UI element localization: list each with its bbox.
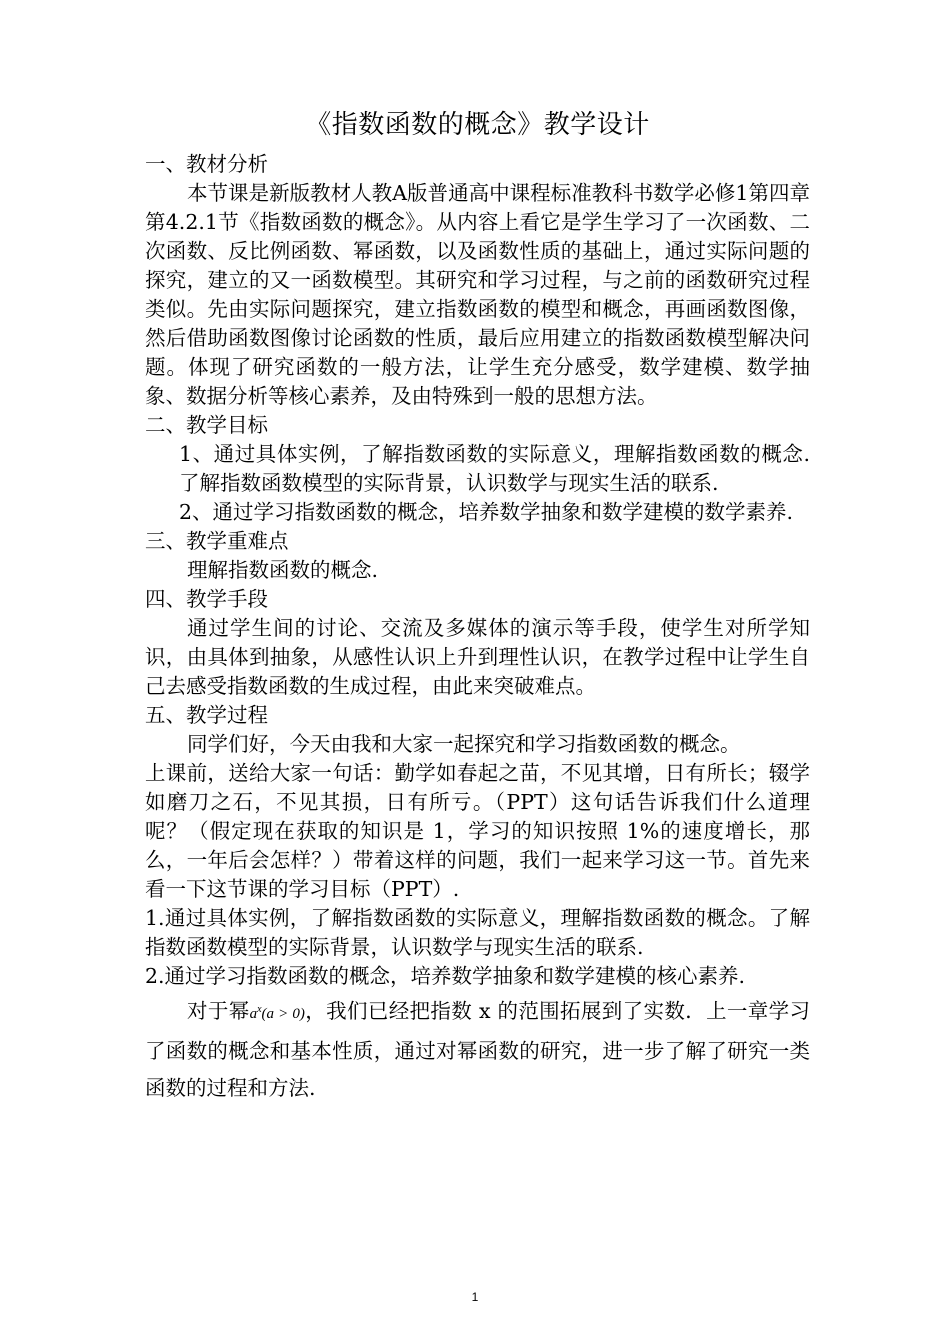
section-heading-key-points: 三、教学重难点 <box>145 529 289 553</box>
document-page <box>145 104 810 1107</box>
power-paragraph-lead: 对于幂 <box>187 999 250 1023</box>
section-heading-textbook-analysis: 一、教材分析 <box>145 152 268 176</box>
learning-goal-1: 1.通过具体实例，了解指数函数的实际意义，理解指数函数的概念。了解指数函数模型的实际背景，认识数学与现实生活的联系. <box>145 906 810 959</box>
teaching-process-greeting: 同学们好，今天由我和大家一起探究和学习指数函数的概念。 <box>187 732 741 756</box>
teaching-goal-item-1: 1、通过具体实例，了解指数函数的实际意义，理解指数函数的概念.了解指数函数模型的实际背景，认识数学与现实生活的联系. <box>179 442 810 495</box>
teaching-process-quote-paragraph: 上课前，送给大家一句话：勤学如春起之苗，不见其增，日有所长；辍学如磨刀之石，不见其损，日有所亏。（PPT）这句话告诉我们什么道理呢？（假定现在获取的知识是 1，学习的知识按照 1%的速度增长，那么，一年后会怎样？）带着这样的问题，我们一起来学习这一节。首先来看一下这节课的学习目标（PPT）. <box>145 761 810 901</box>
power-formula <box>250 1006 305 1022</box>
formula-exponent: x <box>257 1004 262 1015</box>
learning-goal-2: 2.通过学习指数函数的概念，培养数学抽象和数学建模的核心素养. <box>145 964 746 988</box>
teaching-methods-paragraph: 通过学生间的讨论、交流及多媒体的演示等手段，使学生对所学知识，由具体到抽象，从感性认识上升到理性认识，在教学过程中让学生自己去感受指数函数的生成过程，由此来突破难点。 <box>145 616 810 698</box>
section-heading-teaching-goals: 二、教学目标 <box>145 413 268 437</box>
page-number: 1 <box>471 1290 479 1304</box>
section-heading-teaching-methods: 四、教学手段 <box>145 587 268 611</box>
teaching-goal-item-2: 2、通过学习指数函数的概念，培养数学抽象和数学建模的数学素养. <box>179 500 794 524</box>
formula-base: a <box>249 1006 258 1022</box>
power-paragraph-rest: ，我们已经把指数 x 的范围拓展到了实数．上一章学习了函数的概念和基本性质，通过对幂函数的研究，进一步了解了研究一类函数的过程和方法. <box>145 999 811 1100</box>
section-heading-teaching-process: 五、教学过程 <box>145 703 268 727</box>
textbook-analysis-paragraph: 本节课是新版教材人教A版普通高中课程标准教科书数学必修1第四章第4.2.1节《指数函数的概念》。从内容上看它是学生学习了一次函数、二次函数、反比例函数、幂函数，以及函数性质的基础上，通过实际问题的探究，建立的又一函数模型。其研究和学习过程，与之前的函数研究过程类似。先由实际问题探究，建立指数函数的模型和概念，再画函数图像，然后借助函数图像讨论函数的性质，最后应用建立的指数函数模型解决问题。体现了研究函数的一般方法，让学生充分感受，数学建模、数学抽象、数据分析等核心素养，及由特殊到一般的思想方法。 <box>145 181 810 408</box>
power-function-paragraph <box>145 991 810 1107</box>
formula-condition: (a > 0) <box>261 1006 305 1022</box>
key-points-paragraph: 理解指数函数的概念. <box>187 558 379 582</box>
document-title: 《指数函数的概念》教学设计 <box>305 110 650 140</box>
